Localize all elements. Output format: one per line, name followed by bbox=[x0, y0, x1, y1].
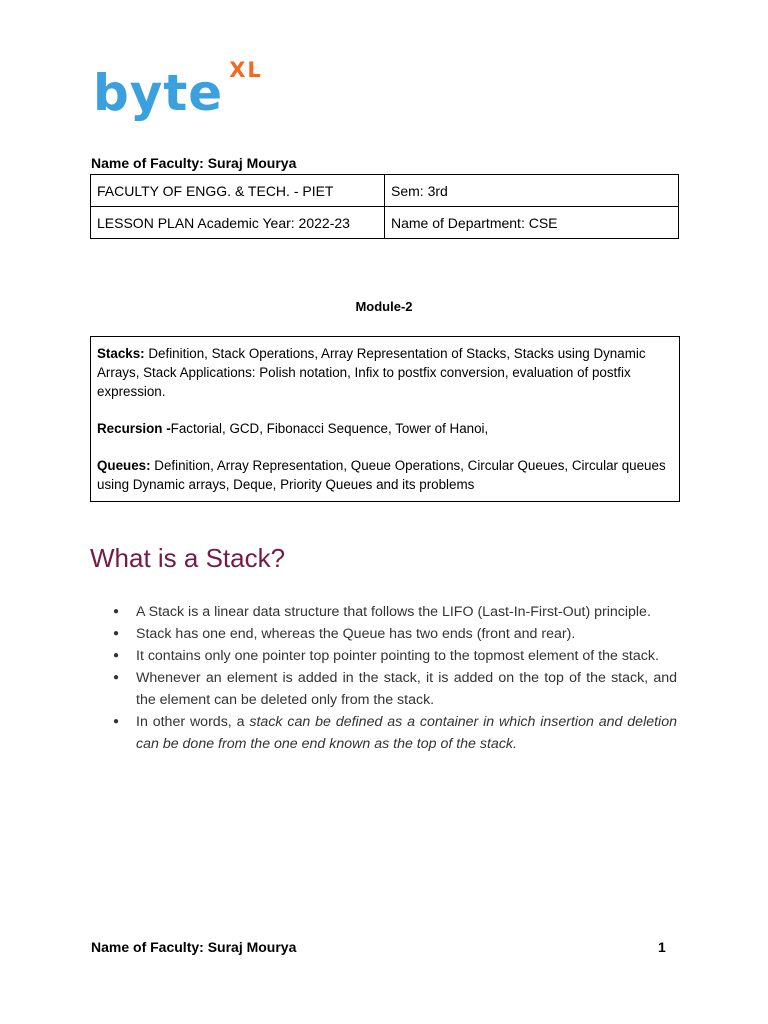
logo-superscript: XL bbox=[229, 58, 263, 82]
stack-bullet-list bbox=[90, 601, 677, 755]
module-title: Module-2 bbox=[355, 299, 413, 314]
faculty-name-header: Name of Faculty: Suraj Mourya bbox=[91, 155, 297, 171]
list-item-text: It contains only one pointer top pointer pointing to the topmost element of the stack. bbox=[136, 648, 659, 664]
syllabus-topic bbox=[97, 344, 673, 401]
topic-label: Queues: bbox=[97, 458, 151, 473]
page-number: 1 bbox=[658, 939, 666, 955]
list-item bbox=[90, 667, 677, 711]
list-item-text: Stack has one end, whereas the Queue has two ends (front and rear). bbox=[136, 626, 576, 642]
list-item bbox=[90, 623, 677, 645]
table-cell: FACULTY OF ENGG. & TECH. - PIET bbox=[91, 175, 385, 207]
table-cell: Sem: 3rd bbox=[385, 175, 679, 207]
module-syllabus-box bbox=[90, 336, 680, 502]
table-cell: LESSON PLAN Academic Year: 2022-23 bbox=[91, 207, 385, 239]
topic-text: Definition, Array Representation, Queue Operations, Circular Queues, Circular queues using Dynamic arrays, Deque, Priority Queues and its problems bbox=[97, 458, 666, 492]
topic-label: Recursion - bbox=[97, 421, 171, 436]
table-cell: Name of Department: CSE bbox=[385, 207, 679, 239]
footer-faculty-name: Name of Faculty: Suraj Mourya bbox=[91, 939, 297, 955]
bullet-icon: ● bbox=[113, 606, 120, 617]
table-row bbox=[91, 175, 679, 207]
bytexl-logo bbox=[93, 60, 263, 126]
section-heading: What is a Stack? bbox=[90, 543, 286, 573]
topic-text: Factorial, GCD, Fibonacci Sequence, Tower of Hanoi, bbox=[170, 421, 489, 436]
list-item-text: A Stack is a linear data structure that follows the LIFO (Last-In-First-Out) principle. bbox=[136, 604, 651, 620]
course-info-table bbox=[90, 174, 679, 239]
topic-label: Stacks: bbox=[97, 346, 145, 361]
table-row bbox=[91, 207, 679, 239]
bullet-icon: ● bbox=[113, 650, 120, 661]
topic-text: Definition, Stack Operations, Array Representation of Stacks, Stacks using Dynamic Arrays, Stack Applications: Polish notation, Infix to postfix conversion, evaluation of postfix expression. bbox=[97, 346, 646, 399]
list-item bbox=[90, 645, 677, 667]
bullet-icon: ● bbox=[113, 628, 120, 639]
list-item bbox=[90, 711, 677, 755]
syllabus-topic bbox=[97, 456, 673, 494]
list-item bbox=[90, 601, 677, 623]
logo-wordmark: byte bbox=[93, 64, 224, 122]
list-item-italic-text: stack can be defined as a container in which insertion and deletion can be done from the one end known as the top of the stack. bbox=[136, 714, 677, 752]
list-item-text: Whenever an element is added in the stack, it is added on the top of the stack, and the element can be deleted only from the stack. bbox=[136, 670, 677, 708]
bullet-icon: ● bbox=[113, 672, 120, 683]
bullet-icon: ● bbox=[113, 716, 120, 727]
list-item-text: In other words, a bbox=[136, 714, 250, 730]
syllabus-topic bbox=[97, 419, 673, 438]
